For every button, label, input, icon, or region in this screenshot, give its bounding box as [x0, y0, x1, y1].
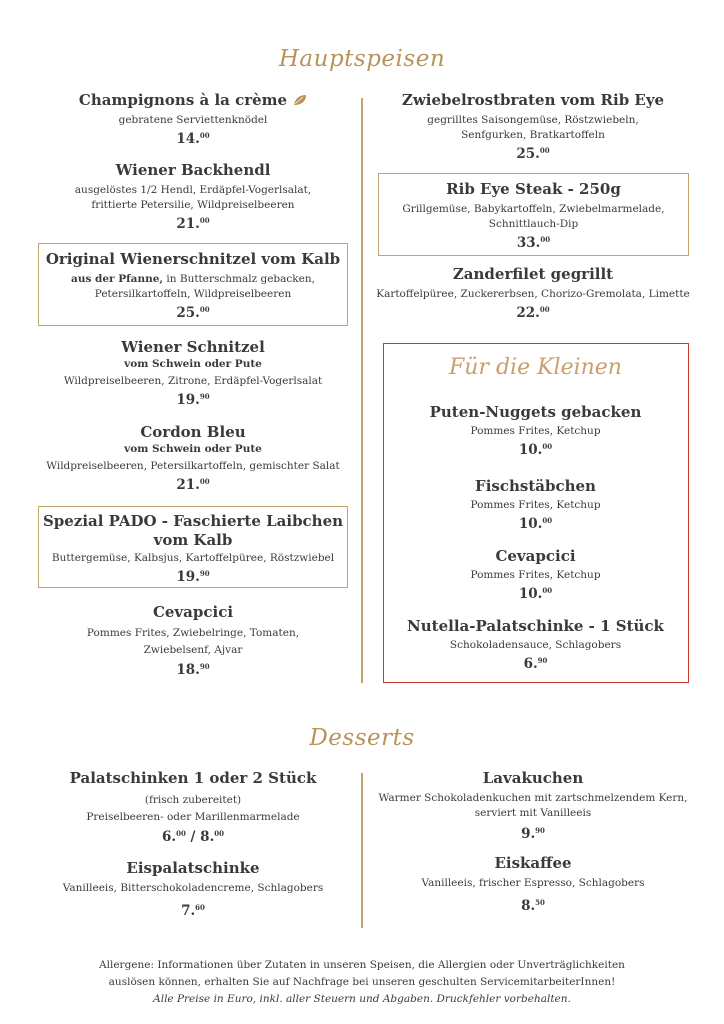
item-desc: Senfgurken, Bratkartoffeln	[461, 129, 605, 141]
menu-item	[374, 854, 692, 914]
featured-item-box	[38, 506, 348, 588]
menu-item	[384, 547, 687, 602]
item-price: 9.90	[521, 826, 545, 842]
item-name: Zwiebelrostbraten vom Rib Eye	[401, 91, 665, 109]
item-name: Lavakuchen	[482, 769, 584, 787]
allergen-note: Allergene: Informationen über Zutaten in unseren Speisen, die Allergien oder Unverträglichkeiten	[99, 959, 625, 971]
item-price: 7.60	[181, 903, 205, 919]
item-price: 10.00	[518, 586, 553, 602]
item-desc: Preiselbeeren- oder Marillenmarmelade	[86, 811, 300, 823]
menu-item	[384, 617, 687, 672]
item-name: Champignons à la crème	[40, 91, 346, 110]
item-price: 6.90	[523, 656, 548, 672]
item-price: 25.00	[516, 146, 550, 162]
item-price: 6.00 / 8.00	[161, 829, 225, 845]
item-desc: gegrilltes Saisongemüse, Röstzwiebeln,	[427, 114, 639, 126]
desserts-section-title: Desserts	[309, 725, 415, 751]
item-name: Zanderfilet gegrillt	[452, 265, 614, 283]
item-name: Puten-Nuggets gebacken	[429, 403, 642, 421]
item-note: (frisch zubereitet)	[144, 794, 242, 806]
item-price: 19.90	[176, 392, 210, 408]
item-name: Eiskaffee	[494, 854, 572, 872]
leaf-icon	[293, 94, 307, 106]
item-price: 10.00	[518, 516, 553, 532]
item-price: 33.00	[516, 235, 551, 251]
menu-item	[40, 161, 346, 232]
item-name: Original Wienerschnitzel vom Kalb	[45, 250, 341, 268]
menu-item	[368, 265, 698, 321]
item-name: Wiener Schnitzel	[121, 338, 265, 356]
item-name: Cevapcici	[152, 603, 234, 621]
item-desc: Pommes Frites, Ketchup	[470, 569, 601, 581]
item-price: 19.90	[176, 569, 210, 585]
item-desc: Buttergemüse, Kalbsjus, Kartoffelpüree, Röstzwiebel	[51, 552, 335, 564]
item-desc: Wildpreiselbeeren, Petersilkartoffeln, gemischter Salat	[46, 460, 340, 472]
item-price: 18.90	[176, 662, 210, 678]
kids-menu-box	[383, 343, 689, 683]
kids-section-title: Für die Kleinen	[449, 355, 622, 380]
menu-item	[40, 423, 346, 493]
item-name: Eispalatschinke	[126, 859, 260, 877]
menu-item	[384, 477, 687, 532]
item-subtitle: vom Schwein oder Pute	[124, 358, 262, 370]
featured-item-box	[378, 173, 689, 256]
menu-item	[40, 859, 346, 919]
item-desc: Vanilleeis, Bitterschokoladencreme, Schlagobers	[62, 882, 324, 894]
item-desc: serviert mit Vanilleeis	[474, 807, 592, 819]
item-price: 21.00	[176, 216, 210, 232]
item-subtitle: vom Schwein oder Pute	[124, 443, 262, 455]
item-name: Cordon Bleu	[140, 423, 246, 441]
menu-item	[384, 403, 687, 458]
allergen-note: auslösen können, erhalten Sie auf Nachfrage bei unseren geschulten ServicemitarbeiterInnen!	[108, 976, 616, 988]
column-divider	[361, 98, 363, 683]
item-desc: Schokoladensauce, Schlagobers	[449, 639, 622, 651]
item-desc: Schnittlauch-Dip	[488, 218, 579, 230]
item-price: 25.00	[176, 305, 210, 321]
item-price: 21.00	[176, 477, 210, 493]
desserts-column-divider	[361, 773, 363, 928]
item-desc: ausgelöstes 1/2 Hendl, Erdäpfel-Vogerlsalat,	[74, 184, 312, 196]
item-name: Rib Eye Steak - 250g	[446, 180, 621, 198]
item-desc: Petersilkartoffeln, Wildpreiselbeeren	[94, 288, 292, 300]
item-desc: aus der Pfanne, in Butterschmalz gebacken,	[71, 273, 315, 285]
item-desc: Kartoffelpüree, Zuckererbsen, Chorizo-Gremolata, Limette	[376, 288, 690, 300]
item-desc: Grillgemüse, Babykartoffeln, Zwiebelmarmelade,	[402, 203, 665, 215]
item-desc: Zwiebelsenf, Ajvar	[143, 644, 243, 656]
item-name: Spezial PADO - Faschierte Laibchen	[42, 512, 344, 530]
menu-item	[40, 769, 346, 845]
item-desc: frittierte Petersilie, Wildpreiselbeeren	[91, 199, 295, 211]
featured-item-box	[38, 243, 348, 326]
item-name: Wiener Backhendl	[115, 161, 271, 179]
item-price: 8.50	[521, 898, 545, 914]
price-disclaimer: Alle Preise in Euro, inkl. aller Steuern und Abgaben. Druckfehler vorbehalten.	[153, 993, 571, 1005]
item-name: Fischstäbchen	[475, 477, 596, 495]
item-price: 14.00	[176, 131, 210, 147]
item-desc: Vanilleeis, frischer Espresso, Schlagobers	[421, 877, 645, 889]
menu-item	[40, 603, 346, 678]
item-desc: Pommes Frites, Ketchup	[470, 499, 601, 511]
menu-item	[374, 769, 692, 842]
item-desc: gebratene Serviettenknödel	[118, 114, 268, 126]
footer-notice	[40, 957, 684, 1008]
item-price: 10.00	[518, 442, 553, 458]
item-desc: Pommes Frites, Ketchup	[470, 425, 601, 437]
item-desc: Wildpreiselbeeren, Zitrone, Erdäpfel-Vogerlsalat	[63, 375, 323, 387]
menu-item	[378, 91, 688, 162]
item-name: Nutella-Palatschinke - 1 Stück	[407, 617, 664, 635]
main-section-title: Hauptspeisen	[278, 46, 446, 72]
item-name: Palatschinken 1 oder 2 Stück	[69, 769, 317, 787]
item-price: 22.00	[516, 305, 550, 321]
item-desc: Pommes Frites, Zwiebelringe, Tomaten,	[86, 627, 300, 639]
item-desc: Warmer Schokoladenkuchen mit zartschmelzendem Kern,	[378, 792, 688, 804]
item-name: vom Kalb	[153, 531, 233, 549]
menu-item	[40, 338, 346, 408]
menu-item	[40, 91, 346, 147]
item-name: Cevapcici	[495, 547, 576, 565]
